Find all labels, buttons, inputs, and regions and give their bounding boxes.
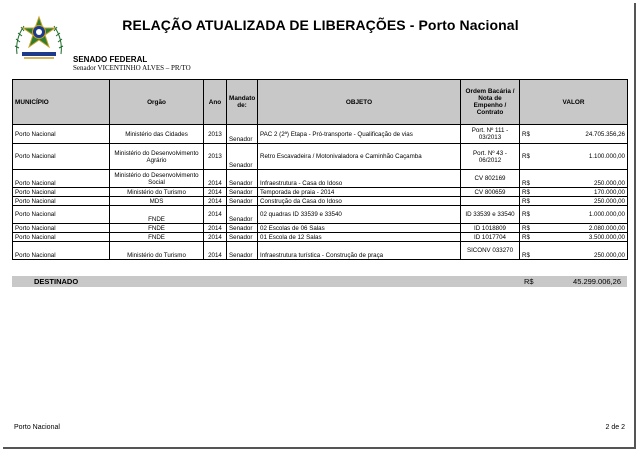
cell-objeto: 02 Escolas de 06 Salas <box>258 224 461 233</box>
cell-ano: 2013 <box>204 125 227 144</box>
cell-currency: R$ <box>520 170 538 188</box>
cell-ordem: CV 800659 <box>461 188 520 197</box>
cell-mandato: Senador <box>227 224 258 233</box>
cell-orgao: Ministério das Cidades <box>110 125 204 144</box>
cell-valor: 170.000,00 <box>538 188 628 197</box>
table-header-row <box>13 80 628 125</box>
cell-currency: R$ <box>520 206 538 224</box>
cell-valor: 3.500.000,00 <box>538 233 628 242</box>
cell-municipio: Porto Nacional <box>13 188 110 197</box>
senator-name: Senador VICENTINHO ALVES – PR/TO <box>73 64 191 72</box>
col-mandato: Mandato de: <box>227 80 258 125</box>
cell-ordem: Port. Nº 43 - 06/2012 <box>461 144 520 170</box>
cell-valor: 250.000,00 <box>538 170 628 188</box>
cell-objeto: Temporada de praia - 2014 <box>258 188 461 197</box>
cell-mandato: Senador <box>227 125 258 144</box>
cell-ordem: ID 33539 e 33540 <box>461 206 520 224</box>
cell-municipio: Porto Nacional <box>13 224 110 233</box>
cell-mandato: Senador <box>227 144 258 170</box>
total-value: 45.299.006,26 <box>573 277 621 286</box>
cell-objeto: PAC 2 (2ª) Etapa - Pró-transporte - Qualificação de vias <box>258 125 461 144</box>
cell-mandato: Senador <box>227 233 258 242</box>
page-title: RELAÇÃO ATUALIZADA DE LIBERAÇÕES - Porto Nacional <box>122 17 519 33</box>
cell-objeto: Infraestrutura - Casa do Idoso <box>258 170 461 188</box>
cell-ano: 2014 <box>204 233 227 242</box>
cell-ano: 2014 <box>204 170 227 188</box>
cell-currency: R$ <box>520 125 538 144</box>
cell-currency: R$ <box>520 233 538 242</box>
cell-mandato: Senador <box>227 242 258 260</box>
col-municipio: MUNICÍPIO <box>13 80 110 125</box>
table-row <box>13 242 628 260</box>
cell-municipio: Porto Nacional <box>13 233 110 242</box>
total-label: DESTINADO <box>34 277 79 286</box>
total-row <box>12 276 627 287</box>
cell-mandato: Senador <box>227 170 258 188</box>
cell-municipio: Porto Nacional <box>13 170 110 188</box>
cell-ano: 2013 <box>204 144 227 170</box>
cell-orgao: Ministério do Turismo <box>110 188 204 197</box>
cell-mandato: Senador <box>227 206 258 224</box>
cell-ordem: Port. Nº 111 - 03/2013 <box>461 125 520 144</box>
cell-orgao: FNDE <box>110 233 204 242</box>
cell-ano: 2014 <box>204 206 227 224</box>
table-row <box>13 206 628 224</box>
cell-valor: 2.080.000,00 <box>538 224 628 233</box>
cell-objeto: Construção da Casa do Idoso <box>258 197 461 206</box>
cell-currency: R$ <box>520 188 538 197</box>
cell-municipio: Porto Nacional <box>13 242 110 260</box>
cell-municipio: Porto Nacional <box>13 197 110 206</box>
cell-valor: 250.000,00 <box>538 197 628 206</box>
page-number: 2 de 2 <box>605 424 625 431</box>
cell-currency: R$ <box>520 197 538 206</box>
cell-objeto: 01 Escola de 12 Salas <box>258 233 461 242</box>
cell-ano: 2014 <box>204 197 227 206</box>
org-name: SENADO FEDERAL <box>73 55 148 64</box>
cell-orgao: Ministério do Desenvolvimento Agrário <box>110 144 204 170</box>
cell-ordem: SICONV 033270 <box>461 242 520 260</box>
cell-currency: R$ <box>520 224 538 233</box>
col-orgao: Orgão <box>110 80 204 125</box>
col-valor: VALOR <box>520 80 628 125</box>
cell-orgao: FNDE <box>110 224 204 233</box>
col-ordem: Ordem Bacária / Nota de Empenho / Contrato <box>461 80 520 125</box>
cell-valor: 24.705.356,26 <box>538 125 628 144</box>
cell-orgao: FNDE <box>110 206 204 224</box>
footer-municipio: Porto Nacional <box>14 424 60 431</box>
table-row <box>13 170 628 188</box>
cell-valor: 250.000,00 <box>538 242 628 260</box>
cell-municipio: Porto Nacional <box>13 144 110 170</box>
table-row <box>13 233 628 242</box>
cell-municipio: Porto Nacional <box>13 206 110 224</box>
cell-ano: 2014 <box>204 188 227 197</box>
cell-mandato: Senador <box>227 197 258 206</box>
cell-objeto: Retro Escavadeira / Motonivaladora e Caminhão Caçamba <box>258 144 461 170</box>
total-currency: R$ <box>524 277 534 286</box>
cell-municipio: Porto Nacional <box>13 125 110 144</box>
cell-orgao: Ministério do Desenvolvimento Social <box>110 170 204 188</box>
cell-orgao: Ministério do Turismo <box>110 242 204 260</box>
table-row <box>13 188 628 197</box>
cell-ordem <box>461 197 520 206</box>
cell-valor: 1.100.000,00 <box>538 144 628 170</box>
table-row <box>13 224 628 233</box>
cell-ordem: CV 802169 <box>461 170 520 188</box>
cell-ano: 2014 <box>204 224 227 233</box>
cell-ordem: ID 1017704 <box>461 233 520 242</box>
cell-mandato: Senador <box>227 188 258 197</box>
cell-orgao: MDS <box>110 197 204 206</box>
col-ano: Ano <box>204 80 227 125</box>
table-row <box>13 125 628 144</box>
cell-currency: R$ <box>520 242 538 260</box>
cell-objeto: 02 quadras ID 33539 e 33540 <box>258 206 461 224</box>
cell-ano: 2014 <box>204 242 227 260</box>
liberacoes-table <box>12 79 628 260</box>
table-row <box>13 197 628 206</box>
cell-ordem: ID 1018809 <box>461 224 520 233</box>
cell-currency: R$ <box>520 144 538 170</box>
col-objeto: OBJETO <box>258 80 461 125</box>
cell-objeto: Infraestrutura turística - Construção de praça <box>258 242 461 260</box>
cell-valor: 1.000.000,00 <box>538 206 628 224</box>
table-row <box>13 144 628 170</box>
